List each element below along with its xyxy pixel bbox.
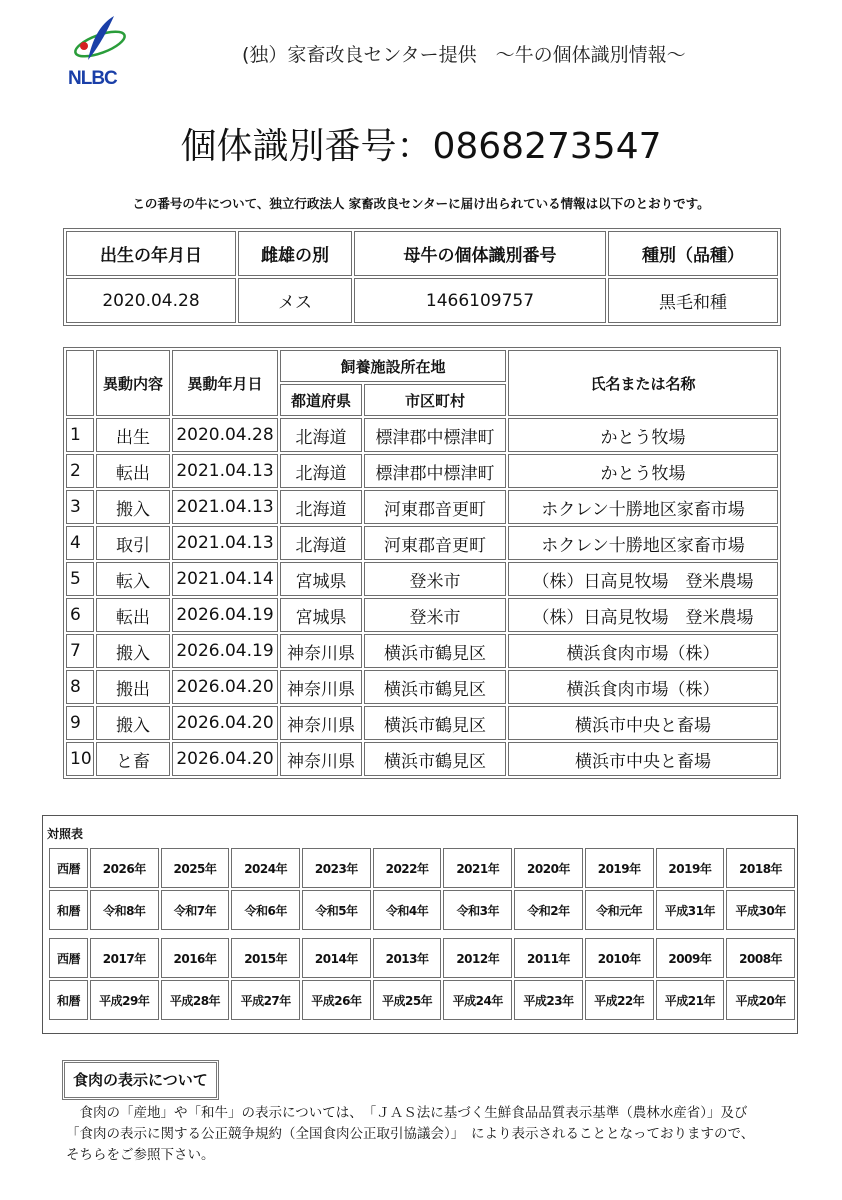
row-number: 7 (66, 634, 94, 668)
holder-name: ホクレン十勝地区家畜市場 (508, 490, 778, 524)
holder-name: （株）日高見牧場 登米農場 (508, 562, 778, 596)
seireki-year: 2023年 (302, 848, 371, 888)
city: 横浜市鶴見区 (364, 742, 506, 776)
city: 横浜市鶴見区 (364, 706, 506, 740)
seireki-year: 2024年 (231, 848, 300, 888)
seireki-year: 2025年 (161, 848, 230, 888)
row-number: 6 (66, 598, 94, 632)
seireki-row (49, 938, 795, 978)
wareki-year: 平成26年 (302, 980, 371, 1020)
seireki-year: 2026年 (90, 848, 159, 888)
table-row (66, 670, 778, 704)
change-date: 2026.04.20 (172, 706, 278, 740)
prefecture: 北海道 (280, 454, 362, 488)
wareki-year: 令和6年 (231, 890, 300, 930)
city: 河東郡音更町 (364, 490, 506, 524)
breed-header: 種別（品種） (608, 231, 778, 276)
mother-id: 1466109757 (354, 278, 606, 323)
holder-name: かとう牧場 (508, 418, 778, 452)
change-type: 出生 (96, 418, 170, 452)
prefecture: 神奈川県 (280, 634, 362, 668)
seireki-row-label: 西暦 (49, 848, 88, 888)
prefecture: 宮城県 (280, 598, 362, 632)
prefecture: 北海道 (280, 526, 362, 560)
row-number: 3 (66, 490, 94, 524)
holder-name: 横浜市中央と畜場 (508, 742, 778, 776)
seireki-year: 2012年 (443, 938, 512, 978)
sex: メス (238, 278, 352, 323)
change-date: 2026.04.20 (172, 670, 278, 704)
row-number: 9 (66, 706, 94, 740)
page-title: 個体識別番号：0868273547 (180, 126, 662, 167)
holder-name: 横浜食肉市場（株） (508, 634, 778, 668)
change-header: 異動内容 (96, 350, 170, 416)
wareki-year: 平成21年 (656, 980, 725, 1020)
seireki-year: 2008年 (726, 938, 795, 978)
seireki-year: 2021年 (443, 848, 512, 888)
prefecture: 神奈川県 (280, 742, 362, 776)
city: 横浜市鶴見区 (364, 670, 506, 704)
city: 標津郡中標津町 (364, 454, 506, 488)
change-type: 搬出 (96, 670, 170, 704)
city: 標津郡中標津町 (364, 418, 506, 452)
seireki-year: 2020年 (514, 848, 583, 888)
table-row (66, 526, 778, 560)
table-row (66, 454, 778, 488)
wareki-year: 令和4年 (373, 890, 442, 930)
seireki-year: 2015年 (231, 938, 300, 978)
wareki-year: 平成23年 (514, 980, 583, 1020)
prefecture: 北海道 (280, 490, 362, 524)
seireki-year: 2010年 (585, 938, 654, 978)
header-title: (独）家畜改良センター提供 ～牛の個体識別情報～ (242, 44, 686, 66)
row-number: 1 (66, 418, 94, 452)
change-type: 搬入 (96, 706, 170, 740)
mother-id-header: 母牛の個体識別番号 (354, 231, 606, 276)
table-row (66, 490, 778, 524)
change-type: 搬入 (96, 490, 170, 524)
wareki-year: 令和7年 (161, 890, 230, 930)
wareki-year: 平成25年 (373, 980, 442, 1020)
row-number: 4 (66, 526, 94, 560)
seireki-row-label: 西暦 (49, 938, 88, 978)
wareki-year: 令和8年 (90, 890, 159, 930)
row-number: 10 (66, 742, 94, 776)
holder-name: かとう牧場 (508, 454, 778, 488)
table-row (66, 562, 778, 596)
wareki-year: 令和2年 (514, 890, 583, 930)
conversion-table (47, 846, 797, 1022)
wareki-year: 令和3年 (443, 890, 512, 930)
conversion-box (42, 815, 798, 1034)
table-row (66, 742, 778, 776)
seireki-year: 2009年 (656, 938, 725, 978)
birth-date-header: 出生の年月日 (66, 231, 236, 276)
wareki-row (49, 980, 795, 1020)
seireki-year: 2016年 (161, 938, 230, 978)
wareki-year: 平成31年 (656, 890, 725, 930)
meat-notice-text: 食肉の「産地」や「和牛」の表示については、 「ＪＡＳ法に基づく生鮮食品品質表示基準（農林水産省）」及び「食肉の表示に関する公正競争規約（全国食肉公正取引協議会）」 により表示されることとなっておりますので、そちらをご参照下さい。 (66, 1105, 755, 1163)
table-row (66, 634, 778, 668)
change-type: と畜 (96, 742, 170, 776)
holder-name: 横浜食肉市場（株） (508, 670, 778, 704)
wareki-row-label: 和暦 (49, 980, 88, 1020)
change-date: 2020.04.28 (172, 418, 278, 452)
meat-notice-title: 食肉の表示について (62, 1060, 219, 1100)
city: 登米市 (364, 598, 506, 632)
seireki-year: 2017年 (90, 938, 159, 978)
seireki-year: 2013年 (373, 938, 442, 978)
wareki-row (49, 890, 795, 930)
spacer (49, 932, 795, 936)
sex-header: 雌雄の別 (238, 231, 352, 276)
city: 横浜市鶴見区 (364, 634, 506, 668)
prefecture: 神奈川県 (280, 670, 362, 704)
holder-name: （株）日高見牧場 登米農場 (508, 598, 778, 632)
change-date: 2021.04.14 (172, 562, 278, 596)
change-type: 取引 (96, 526, 170, 560)
row-number: 5 (66, 562, 94, 596)
date-header: 異動年月日 (172, 350, 278, 416)
birth-date: 2020.04.28 (66, 278, 236, 323)
pref-header: 都道府県 (280, 384, 362, 416)
breed: 黒毛和種 (608, 278, 778, 323)
wareki-year: 平成28年 (161, 980, 230, 1020)
change-type: 転入 (96, 562, 170, 596)
seireki-year: 2018年 (726, 848, 795, 888)
wareki-row-label: 和暦 (49, 890, 88, 930)
intro-text: この番号の牛について、独立行政法人 家畜改良センターに届け出られている情報は以下のとおりです。 (132, 196, 710, 211)
wareki-year: 平成30年 (726, 890, 795, 930)
change-date: 2026.04.19 (172, 634, 278, 668)
change-date: 2026.04.19 (172, 598, 278, 632)
change-type: 搬入 (96, 634, 170, 668)
city: 河東郡音更町 (364, 526, 506, 560)
prefecture: 北海道 (280, 418, 362, 452)
wareki-year: 平成24年 (443, 980, 512, 1020)
city-header: 市区町村 (364, 384, 506, 416)
wareki-year: 平成29年 (90, 980, 159, 1020)
row-number: 2 (66, 454, 94, 488)
seireki-year: 2011年 (514, 938, 583, 978)
table-row (66, 418, 778, 452)
change-date: 2021.04.13 (172, 526, 278, 560)
seireki-row (49, 848, 795, 888)
city: 登米市 (364, 562, 506, 596)
change-type: 転出 (96, 598, 170, 632)
table-row (66, 598, 778, 632)
wareki-year: 平成27年 (231, 980, 300, 1020)
change-type: 転出 (96, 454, 170, 488)
wareki-year: 令和元年 (585, 890, 654, 930)
history-table (63, 347, 781, 779)
change-date: 2021.04.13 (172, 490, 278, 524)
seireki-year: 2022年 (373, 848, 442, 888)
seireki-year: 2019年 (656, 848, 725, 888)
holder-name: 横浜市中央と畜場 (508, 706, 778, 740)
wareki-year: 平成22年 (585, 980, 654, 1020)
table-row (66, 706, 778, 740)
row-number: 8 (66, 670, 94, 704)
basic-info-table (63, 228, 781, 326)
change-date: 2026.04.20 (172, 742, 278, 776)
seireki-year: 2019年 (585, 848, 654, 888)
logo-text: NLBC (68, 68, 117, 89)
prefecture: 神奈川県 (280, 706, 362, 740)
wareki-year: 平成20年 (726, 980, 795, 1020)
holder-name: ホクレン十勝地区家畜市場 (508, 526, 778, 560)
prefecture: 宮城県 (280, 562, 362, 596)
no-header (66, 350, 94, 416)
conversion-label: 対照表 (47, 827, 84, 841)
facility-header: 飼養施設所在地 (280, 350, 506, 382)
name-header: 氏名または名称 (508, 350, 778, 416)
seireki-year: 2014年 (302, 938, 371, 978)
wareki-year: 令和5年 (302, 890, 371, 930)
change-date: 2021.04.13 (172, 454, 278, 488)
